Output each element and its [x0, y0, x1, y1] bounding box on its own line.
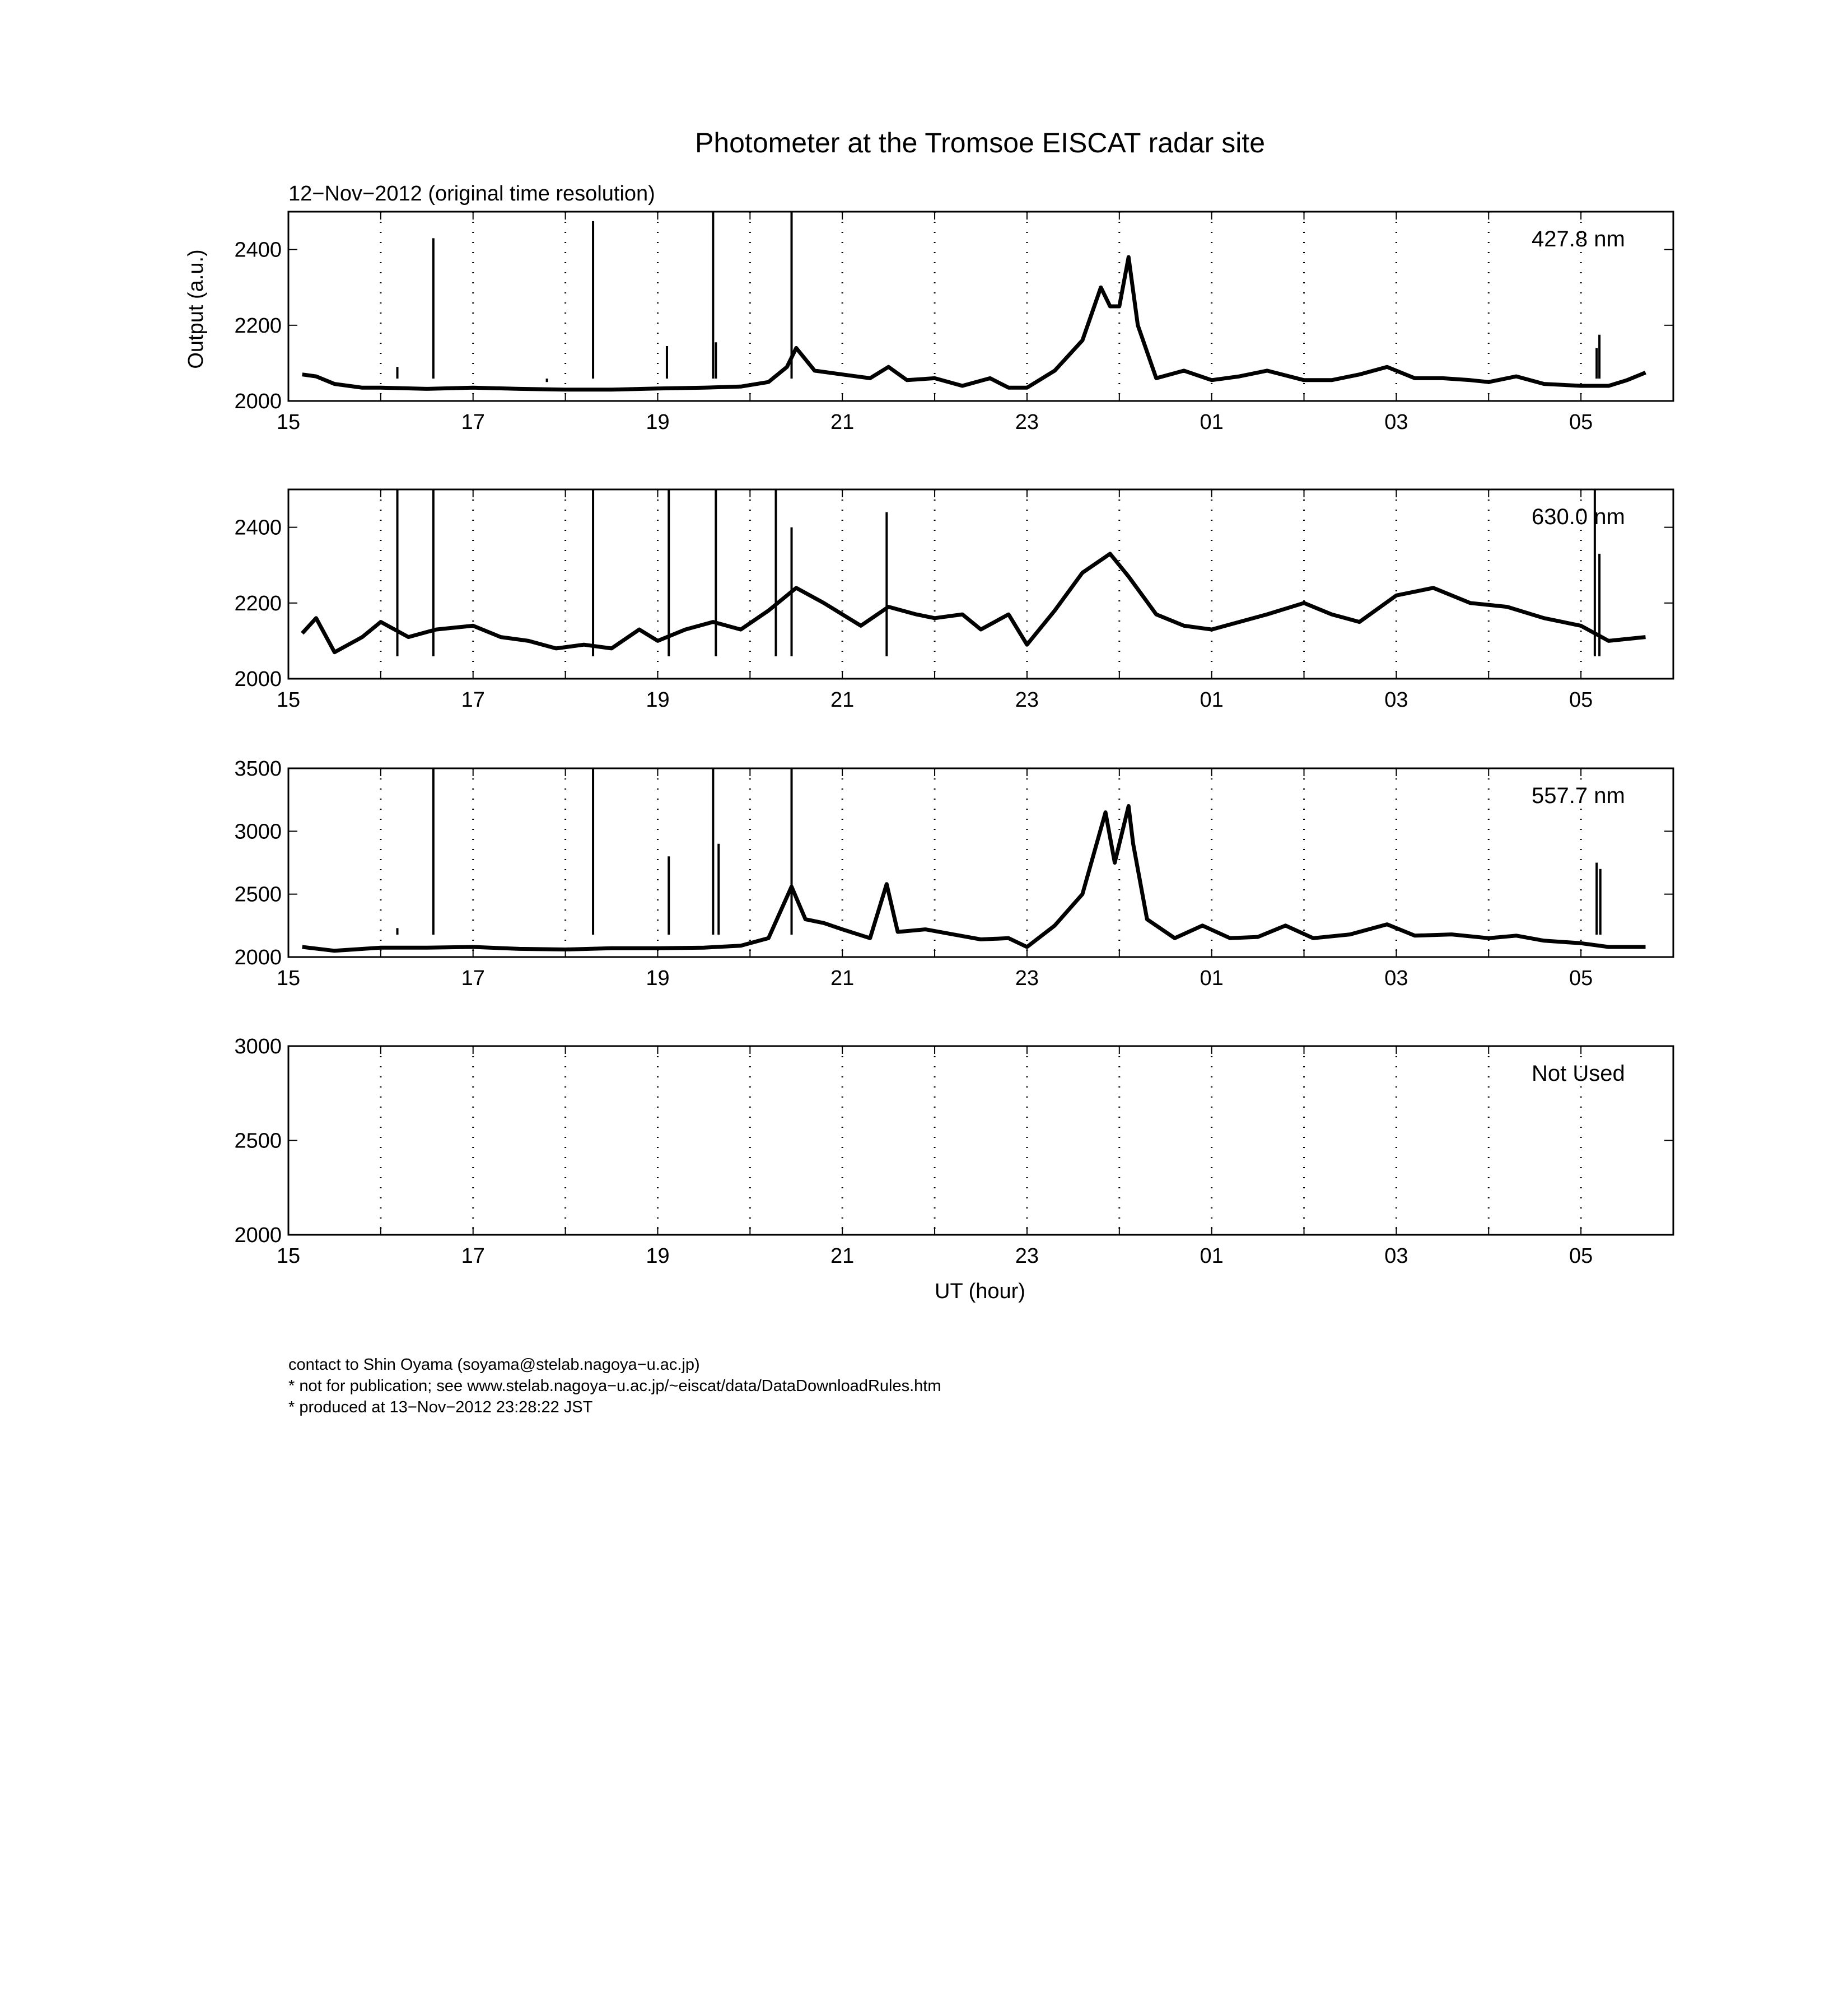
- footer-rules: * not for publication; see www.stelab.nagoya−u.ac.jp/~eiscat/data/DataDownloadRules.htm: [288, 1377, 941, 1395]
- x-tick-label: 19: [646, 688, 670, 712]
- x-tick-label: 17: [461, 1244, 485, 1268]
- panel-2: [234, 489, 1673, 712]
- x-tick-label: 05: [1569, 410, 1593, 434]
- x-tick-label: 03: [1384, 688, 1408, 712]
- y-tick-label: 2500: [234, 883, 282, 907]
- footer-produced: * produced at 13−Nov−2012 23:28:22 JST: [288, 1398, 593, 1416]
- y-tick-label: 3500: [234, 757, 282, 781]
- x-tick-label: 01: [1200, 688, 1224, 712]
- x-tick-label: 05: [1569, 967, 1593, 990]
- panels: [234, 212, 1673, 1268]
- x-tick-label: 21: [830, 410, 855, 434]
- x-tick-label: 21: [830, 967, 855, 990]
- x-tick-label: 15: [276, 688, 301, 712]
- y-tick-label: 2200: [234, 591, 282, 615]
- panel-label: 630.0 nm: [1532, 505, 1625, 529]
- panel-1: [234, 212, 1673, 434]
- x-tick-label: 19: [646, 1244, 670, 1268]
- x-tick-label: 05: [1569, 1244, 1593, 1268]
- y-tick-label: 2000: [234, 668, 282, 691]
- y-tick-label: 2000: [234, 1224, 282, 1247]
- panel-label: Not Used: [1532, 1061, 1625, 1086]
- panel-label: 427.8 nm: [1532, 227, 1625, 251]
- series-line: [302, 806, 1646, 950]
- footer-contact: contact to Shin Oyama (soyama@stelab.nagoya−u.ac.jp): [288, 1356, 700, 1374]
- x-tick-label: 23: [1015, 1244, 1039, 1268]
- panel-label: 557.7 nm: [1532, 783, 1625, 808]
- panel-frame: [288, 768, 1673, 957]
- x-tick-label: 19: [646, 967, 670, 990]
- panel-frame: [288, 489, 1673, 679]
- panel-frame: [288, 1046, 1673, 1235]
- footer: [288, 1354, 941, 1418]
- x-tick-label: 01: [1200, 410, 1224, 434]
- y-tick-label: 2200: [234, 314, 282, 338]
- x-tick-label: 15: [276, 410, 301, 434]
- chart-subtitle: 12−Nov−2012 (original time resolution): [288, 182, 655, 206]
- y-tick-label: 3000: [234, 820, 282, 844]
- panel-frame: [288, 212, 1673, 401]
- x-tick-label: 21: [830, 1244, 855, 1268]
- x-tick-label: 15: [276, 967, 301, 990]
- y-tick-label: 2500: [234, 1129, 282, 1153]
- y-axis-label: Output (a.u.): [184, 249, 208, 369]
- y-tick-label: 2000: [234, 946, 282, 969]
- x-tick-label: 23: [1015, 688, 1039, 712]
- x-tick-label: 21: [830, 688, 855, 712]
- y-tick-label: 2000: [234, 390, 282, 413]
- x-axis-label: UT (hour): [935, 1280, 1025, 1303]
- x-tick-label: 15: [276, 1244, 301, 1268]
- x-tick-label: 03: [1384, 410, 1408, 434]
- x-tick-label: 01: [1200, 967, 1224, 990]
- x-tick-label: 01: [1200, 1244, 1224, 1268]
- x-tick-label: 17: [461, 967, 485, 990]
- x-tick-label: 23: [1015, 967, 1039, 990]
- y-tick-label: 2400: [234, 516, 282, 540]
- chart-title: Photometer at the Tromsoe EISCAT radar site: [694, 127, 1266, 158]
- x-tick-label: 03: [1384, 1244, 1408, 1268]
- x-tick-label: 23: [1015, 410, 1039, 434]
- panel-3: [234, 757, 1673, 990]
- x-tick-label: 17: [461, 688, 485, 712]
- x-tick-label: 05: [1569, 688, 1593, 712]
- x-tick-label: 19: [646, 410, 670, 434]
- series-line: [302, 554, 1646, 652]
- panel-4: [234, 1035, 1673, 1268]
- y-tick-label: 2400: [234, 238, 282, 262]
- series-line: [302, 257, 1646, 390]
- x-tick-label: 17: [461, 410, 485, 434]
- y-tick-label: 3000: [234, 1035, 282, 1058]
- x-tick-label: 03: [1384, 967, 1408, 990]
